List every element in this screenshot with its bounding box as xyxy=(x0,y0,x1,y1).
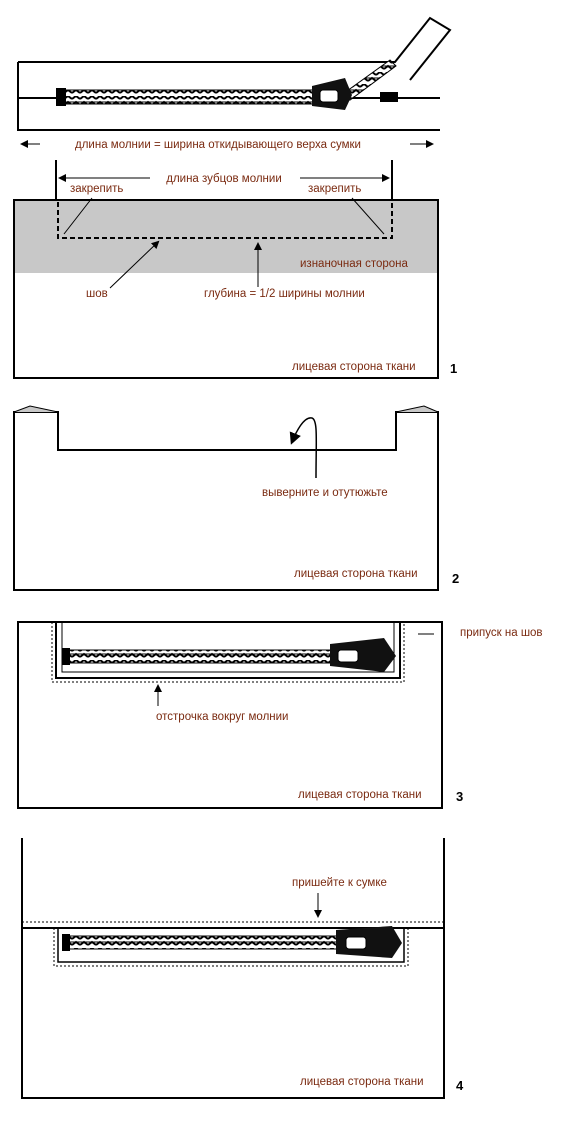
sew-to-bag-label: пришейте к сумке xyxy=(292,877,387,889)
step-number-1: 1 xyxy=(450,361,458,376)
turn-and-press-label: выверните и отутюжьте xyxy=(262,487,388,499)
right-side-label-2: лицевая сторона ткани xyxy=(294,568,418,580)
step-number-2: 2 xyxy=(452,571,460,586)
right-side-label-4: лицевая сторона ткани xyxy=(300,1076,424,1088)
step-4-group xyxy=(22,838,464,1098)
zipper-top-strip xyxy=(18,18,450,130)
zipper-pull-icon xyxy=(312,78,352,110)
step-2-group xyxy=(14,406,459,590)
seam-label: шов xyxy=(86,288,108,300)
topstitch-label: отстрочка вокруг молнии xyxy=(156,711,289,723)
secure-right-label: закрепить xyxy=(308,183,362,195)
step-number-3: 3 xyxy=(456,789,464,804)
secure-left-label: закрепить xyxy=(70,183,124,195)
depth-label: глубина = 1/2 ширины молнии xyxy=(204,288,365,300)
step-3-group xyxy=(18,622,543,808)
step-1-group xyxy=(14,18,457,378)
seam-allowance-label: припуск на шов xyxy=(460,627,543,639)
right-side-label-3: лицевая сторона ткани xyxy=(298,789,422,801)
zipper-icon xyxy=(62,926,402,958)
step-number-4: 4 xyxy=(456,1078,464,1093)
teeth-length-label: длина зубцов молнии xyxy=(166,173,282,185)
zipper-length-dimension xyxy=(22,139,432,151)
step-2-panel xyxy=(14,412,438,590)
curved-arrow-icon xyxy=(292,418,316,478)
wrong-side-label: изнаночная сторона xyxy=(300,258,408,270)
right-side-label-1: лицевая сторона ткани xyxy=(292,361,416,373)
zipper-length-label: длина молнии = ширина откидывающего верха сумки xyxy=(75,139,361,151)
step-1-panel xyxy=(14,183,438,378)
